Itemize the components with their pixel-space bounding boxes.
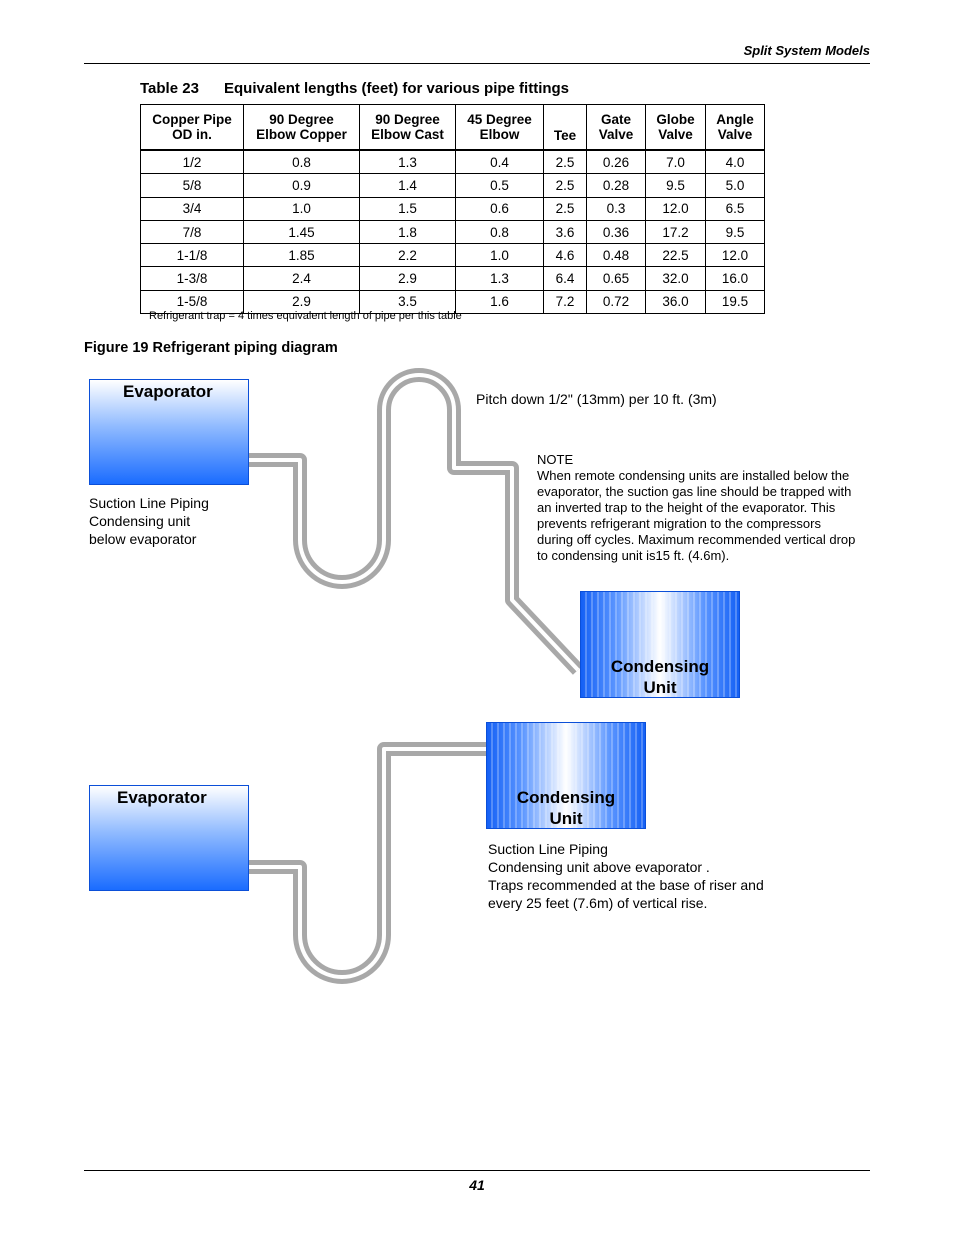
table-cell: 5/8	[141, 174, 244, 197]
table-cell: 9.5	[646, 174, 706, 197]
footer-rule	[84, 1170, 870, 1171]
page-number: 41	[469, 1177, 485, 1193]
bottom-suction-pipe	[248, 749, 486, 977]
pitch-note: Pitch down 1/2" (13mm) per 10 ft. (3m)	[476, 391, 717, 407]
table-cell: 1.0	[244, 197, 360, 220]
table-cell: 3/4	[141, 197, 244, 220]
table-cell: 1-1/8	[141, 244, 244, 267]
table-cell: 2.5	[544, 150, 587, 174]
table-cell: 1.3	[456, 267, 544, 290]
table-cell: 2.9	[360, 267, 456, 290]
table-cell: 0.6	[456, 197, 544, 220]
table-cell: 5.0	[706, 174, 765, 197]
table-cell: 22.5	[646, 244, 706, 267]
table-cell: 19.5	[706, 290, 765, 313]
table-cell: 6.4	[544, 267, 587, 290]
table-cell: 17.2	[646, 220, 706, 243]
top-left-note: Suction Line Piping Condensing unit below evaporator	[89, 495, 209, 547]
condensing-unit-bottom	[486, 722, 646, 829]
col-header: Globe Valve	[646, 105, 706, 151]
table-cell: 0.8	[244, 150, 360, 174]
table-cell: 1.0	[456, 244, 544, 267]
table-cell: 0.26	[587, 150, 646, 174]
table-number: Table 23	[140, 80, 199, 97]
condensing-unit-bottom-label: Condensing Unit	[516, 788, 616, 828]
figure-caption: Figure 19 Refrigerant piping diagram	[84, 340, 338, 356]
evaporator-top	[89, 379, 249, 485]
table-cell: 7.0	[646, 150, 706, 174]
col-header: Gate Valve	[587, 105, 646, 151]
table-cell: 3.6	[544, 220, 587, 243]
evaporator-bottom-label: Evaporator	[117, 788, 207, 807]
table-cell: 0.72	[587, 290, 646, 313]
table-cell: 1.8	[360, 220, 456, 243]
table-cell: 1-3/8	[141, 267, 244, 290]
table-cell: 0.3	[587, 197, 646, 220]
evaporator-top-label: Evaporator	[123, 382, 213, 401]
bottom-right-note: Suction Line Piping Condensing unit above evaporator . Traps recommended at the base of riser and every 25 feet (7.6m) of vertical rise.	[488, 841, 764, 911]
table-cell: 1.3	[360, 150, 456, 174]
evaporator-bottom	[89, 785, 249, 891]
table-cell: 2.5	[544, 174, 587, 197]
table-cell: 0.48	[587, 244, 646, 267]
condensing-unit-top	[580, 591, 740, 698]
table-cell: 0.4	[456, 150, 544, 174]
table-footnote: Refrigerant trap = 4 times equivalent length of pipe per this table	[149, 310, 462, 322]
table-cell: 12.0	[646, 197, 706, 220]
table-cell: 36.0	[646, 290, 706, 313]
col-header: 90 Degree Elbow Copper	[244, 105, 360, 151]
table-cell: 0.9	[244, 174, 360, 197]
table-cell: 0.65	[587, 267, 646, 290]
table-cell: 2.5	[544, 197, 587, 220]
col-header: Tee	[544, 105, 587, 151]
table-cell: 0.28	[587, 174, 646, 197]
col-header: 90 Degree Elbow Cast	[360, 105, 456, 151]
table-cell: 2.9	[244, 290, 360, 313]
table-cell: 7/8	[141, 220, 244, 243]
col-header: 45 Degree Elbow	[456, 105, 544, 151]
table-cell: 6.5	[706, 197, 765, 220]
table-cell: 9.5	[706, 220, 765, 243]
table-cell: 1-5/8	[141, 290, 244, 313]
table-cell: 12.0	[706, 244, 765, 267]
table-cell: 4.6	[544, 244, 587, 267]
table-cell: 7.2	[544, 290, 587, 313]
condensing-unit-top-label: Condensing Unit	[610, 657, 710, 697]
table-cell: 1.4	[360, 174, 456, 197]
table-cell: 16.0	[706, 267, 765, 290]
table-cell: 1.5	[360, 197, 456, 220]
table-cell: 0.8	[456, 220, 544, 243]
top-right-note: NOTE When remote condensing units are installed below the evaporator, the suction gas line should be trapped with an inverted trap to the height of the evaporator. This prevents refrigerant migration to the compressors during off cycles. Maximum recommended vertical drop to condensing unit is15 ft. (4.6m).	[537, 452, 856, 563]
table-cell: 3.5	[360, 290, 456, 313]
table-cell: 32.0	[646, 267, 706, 290]
col-header: Angle Valve	[706, 105, 765, 151]
table-cell: 1/2	[141, 150, 244, 174]
table-cell: 4.0	[706, 150, 765, 174]
table-cell: 0.5	[456, 174, 544, 197]
running-header: Split System Models	[743, 43, 870, 58]
table-cell: 2.4	[244, 267, 360, 290]
col-header: Copper Pipe OD in.	[141, 105, 244, 151]
table-cell: 2.2	[360, 244, 456, 267]
table-cell: 1.85	[244, 244, 360, 267]
table-title: Equivalent lengths (feet) for various pipe fittings	[224, 80, 570, 97]
top-suction-pipe	[248, 375, 578, 670]
table-cell: 1.45	[244, 220, 360, 243]
table-cell: 1.6	[456, 290, 544, 313]
table-cell: 0.36	[587, 220, 646, 243]
